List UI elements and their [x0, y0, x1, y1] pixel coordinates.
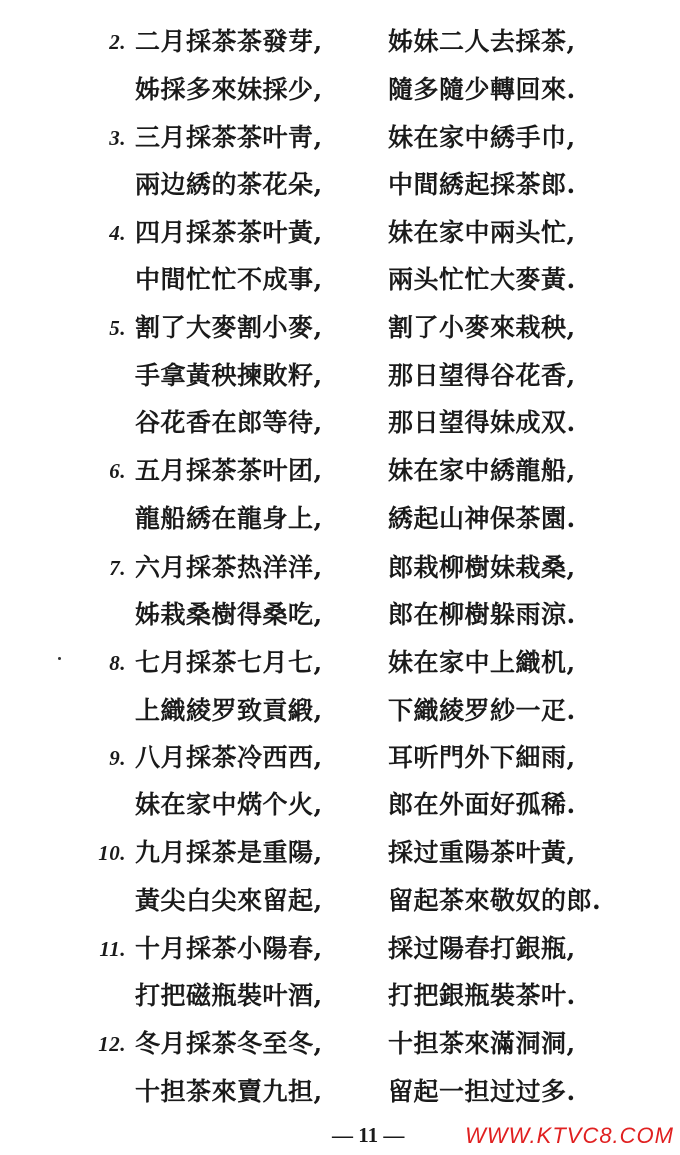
verse-left: 四月採茶茶叶黃,	[135, 218, 323, 247]
verse-left: 打把磁瓶裝叶酒,	[135, 981, 323, 1010]
verse-left: 六月採茶热洋洋,	[135, 553, 323, 582]
verse-right: 妹在家中上織机,	[388, 648, 576, 677]
verse-line	[0, 927, 680, 971]
verse-line	[0, 306, 680, 350]
verse-left: 龍船綉在龍身上,	[135, 504, 323, 533]
stanza-number: 3.	[109, 126, 126, 150]
verse-right: 郎在柳樹躲雨涼.	[388, 600, 576, 629]
verse-line	[0, 1022, 680, 1066]
verse-left: 三月採茶茶叶靑,	[135, 123, 323, 152]
stanza-number: 2.	[109, 30, 126, 54]
verse-line	[0, 1070, 680, 1114]
verse-line	[0, 211, 680, 255]
stanza-number: 12.	[98, 1032, 126, 1056]
verse-line	[0, 68, 680, 112]
verse-line	[0, 879, 680, 923]
verse-left: 谷花香在郎等待,	[135, 408, 323, 437]
verse-right: 十担茶來滿洞洞,	[388, 1029, 576, 1058]
verse-left: 上織綾罗致貢緞,	[135, 696, 323, 725]
verse-line	[0, 736, 680, 780]
verse-right: 割了小麥來栽秧,	[388, 313, 576, 342]
verse-line	[0, 497, 680, 541]
stanza-number: 4.	[109, 221, 126, 245]
verse-right: 採过陽春打銀瓶,	[388, 934, 576, 963]
verse-right: 妹在家中綉手巾,	[388, 123, 576, 152]
verse-line	[0, 783, 680, 827]
verse-right: 留起茶來敬奴的郎.	[388, 886, 602, 915]
verse-left: 五月採茶茶叶团,	[135, 456, 323, 485]
verse-left: 九月採茶是重陽,	[135, 838, 323, 867]
stanza-number: 6.	[109, 459, 126, 483]
verse-right: 採过重陽茶叶黃,	[388, 838, 576, 867]
page-footer	[0, 1118, 680, 1152]
verse-line	[0, 20, 680, 64]
verse-line	[0, 593, 680, 637]
verse-left: 十担茶來賣九担,	[135, 1077, 323, 1106]
verse-right: 妹在家中綉龍船,	[388, 456, 576, 485]
verse-right: 隨多隨少轉回來.	[388, 75, 576, 104]
verse-line	[0, 258, 680, 302]
verse-right: 兩头忙忙大麥黃.	[388, 265, 576, 294]
verse-left: 姊採多來妹採少,	[135, 75, 323, 104]
stanza-number: 9.	[109, 746, 126, 770]
stanza-number: 7.	[109, 556, 126, 580]
stanza-number: 11.	[99, 937, 126, 961]
verse-line	[0, 163, 680, 207]
speck-mark	[58, 657, 61, 660]
verse-left: 姊栽桑樹得桑吃,	[135, 600, 323, 629]
verse-line	[0, 546, 680, 590]
verse-right: 下織綾罗紗一疋.	[388, 696, 576, 725]
verse-right: 留起一担过过多.	[388, 1077, 576, 1106]
stanza-number: 5.	[109, 316, 126, 340]
page-number: — 11 —	[332, 1123, 405, 1147]
verse-line	[0, 116, 680, 160]
verse-line	[0, 689, 680, 733]
verse-left: 冬月採茶冬至冬,	[135, 1029, 323, 1058]
verse-right: 耳听門外下細雨,	[388, 743, 576, 772]
verse-left: 兩边綉的茶花朵,	[135, 170, 323, 199]
verse-left: 二月採茶茶發芽,	[135, 27, 323, 56]
site-watermark: WWW.KTVC8.COM	[465, 1123, 674, 1148]
verse-right: 打把銀瓶裝茶叶.	[388, 981, 576, 1010]
verse-right: 中間綉起採茶郎.	[388, 170, 576, 199]
verse-line	[0, 831, 680, 875]
verse-right: 綉起山神保茶園.	[388, 504, 576, 533]
verse-left: 妹在家中焫个火,	[135, 790, 323, 819]
verse-line	[0, 974, 680, 1018]
stanza-number: 8.	[109, 651, 126, 675]
verse-line	[0, 641, 680, 685]
verse-line	[0, 354, 680, 398]
stanza-number: 10.	[98, 841, 126, 865]
verse-right: 郎在外面好孤稀.	[388, 790, 576, 819]
verse-left: 中間忙忙不成事,	[135, 265, 323, 294]
verse-left: 黃尖白尖來留起,	[135, 886, 323, 915]
verse-right: 那日望得谷花香,	[388, 361, 576, 390]
verse-left: 十月採茶小陽春,	[135, 934, 323, 963]
verse-line	[0, 401, 680, 445]
verse-right: 姊妹二人去採茶,	[388, 27, 576, 56]
verse-left: 七月採茶七月七,	[135, 648, 323, 677]
verse-left: 八月採茶冷西西,	[135, 743, 323, 772]
verse-right: 那日望得妹成双.	[388, 408, 576, 437]
verse-left: 割了大麥割小麥,	[135, 313, 323, 342]
verse-right: 郎栽柳樹妹栽桑,	[388, 553, 576, 582]
verse-left: 手拿黃秧揀敗籽,	[135, 361, 323, 390]
verse-line	[0, 449, 680, 493]
verse-right: 妹在家中兩头忙,	[388, 218, 576, 247]
